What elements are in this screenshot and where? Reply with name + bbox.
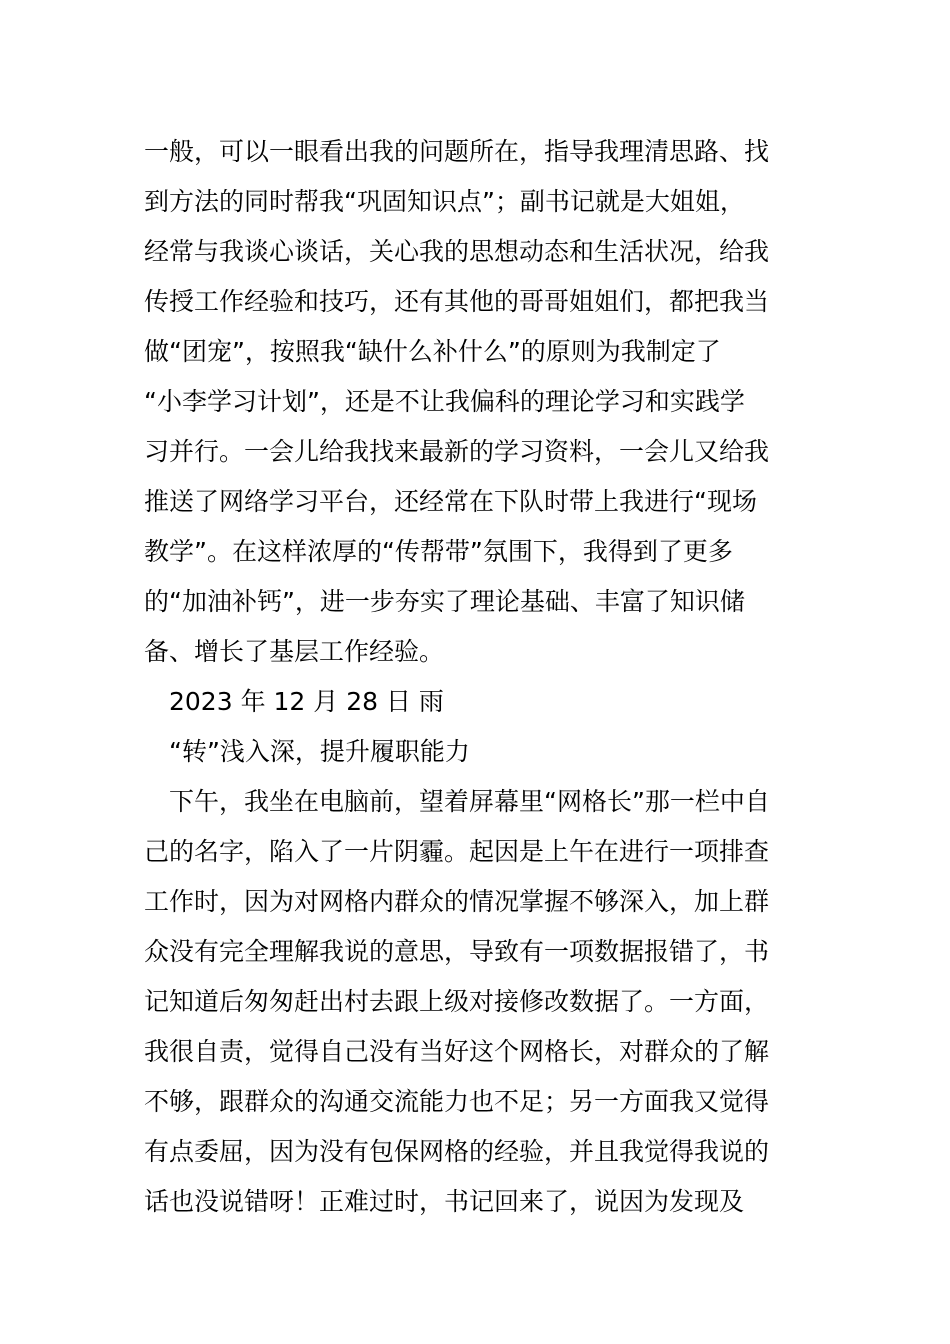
section-heading: “转”浅入深，提升履职能力 (169, 737, 470, 766)
text-line: 到方法的同时帮我“巩固知识点”；副书记就是大姐姐， (144, 187, 745, 216)
text-line: 传授工作经验和技巧，还有其他的哥哥姐姐们，都把我当 (144, 287, 770, 316)
text-line: 不够，跟群众的沟通交流能力也不足；另一方面我又觉得 (144, 1087, 770, 1116)
text-line: 工作时，因为对网格内群众的情况掌握不够深入，加上群 (144, 887, 770, 916)
text-line: 话也没说错呀！正难过时，书记回来了，说因为发现及 (144, 1187, 745, 1216)
text-line: “小李学习计划”，还是不让我偏科的理论学习和实践学 (144, 387, 745, 416)
text-line: 有点委屈，因为没有包保网格的经验，并且我觉得我说的 (144, 1137, 770, 1166)
body-text (144, 127, 824, 1227)
paragraph-first-line: 下午，我坐在电脑前，望着屏幕里“网格长”那一栏中自 (169, 787, 770, 816)
text-line: 教学”。在这样浓厚的“传帮带”氛围下，我得到了更多 (144, 537, 733, 566)
text-line: 经常与我谈心谈话，关心我的思想动态和生活状况，给我 (144, 237, 770, 266)
text-line: 习并行。一会儿给我找来最新的学习资料，一会儿又给我 (144, 437, 770, 466)
text-line: 做“团宠”，按照我“缺什么补什么”的原则为我制定了 (144, 337, 721, 366)
text-line: 一般，可以一眼看出我的问题所在，指导我理清思路、找 (144, 137, 770, 166)
text-line: 的“加油补钙”，进一步夯实了理论基础、丰富了知识储 (144, 587, 745, 616)
text-line: 记知道后匆匆赶出村去跟上级对接修改数据了。一方面， (144, 987, 770, 1016)
text-line: 己的名字，陷入了一片阴霾。起因是上午在进行一项排查 (144, 837, 770, 866)
text-line: 备、增长了基层工作经验。 (144, 637, 445, 666)
text-line: 我很自责，觉得自己没有当好这个网格长，对群众的了解 (144, 1037, 770, 1066)
text-line: 众没有完全理解我说的意思，导致有一项数据报错了，书 (144, 937, 770, 966)
text-line: 推送了网络学习平台，还经常在下队时带上我进行“现场 (144, 487, 757, 516)
diary-date-heading: 2023 年 12 月 28 日 雨 (169, 687, 444, 716)
